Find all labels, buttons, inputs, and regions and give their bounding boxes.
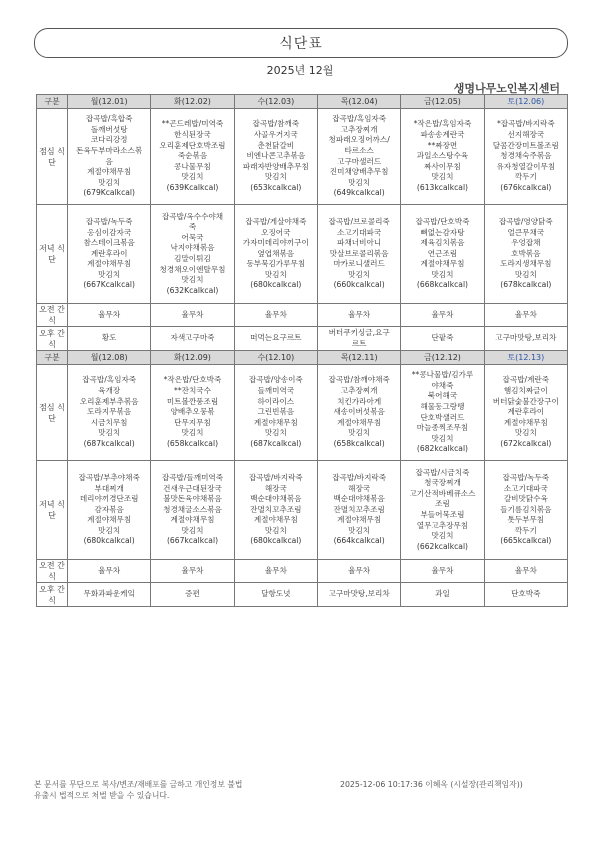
menu-item: 계절야채무침 [253, 515, 298, 525]
menu-cell [151, 205, 234, 304]
day-header: 화(12.09) [151, 351, 234, 365]
menu-item: 잡곡밥/참깨야채죽 [328, 375, 390, 385]
menu-cell [68, 560, 151, 583]
menu-item: 버터닭숯불간장구이 [492, 396, 559, 406]
menu-cell [484, 461, 567, 560]
day-header: 수(12.10) [234, 351, 317, 365]
menu-item: 맛김치 [98, 525, 121, 535]
meal-row [37, 583, 568, 607]
day-header: 금(12.12) [401, 351, 484, 365]
menu-cell [234, 205, 317, 304]
menu-cell [151, 304, 234, 327]
menu-item: 코다리강정 [90, 135, 128, 145]
menu-item: (667Kcalkcal) [83, 280, 135, 290]
menu-item: 맛김치 [431, 531, 454, 541]
menu-item: 율무차 [98, 565, 121, 575]
menu-item: 맛김치 [264, 428, 287, 438]
menu-item: 잡곡밥/흑임자죽 [82, 375, 137, 385]
menu-item: 맛김치 [181, 275, 204, 285]
menu-item: 잡곡밥/계란죽 [502, 375, 550, 385]
menu-cell [68, 461, 151, 560]
menu-item: 선지해장국 [507, 130, 545, 140]
menu-cell [234, 461, 317, 560]
meal-row [37, 327, 568, 351]
menu-item: 옹심이감자국 [87, 227, 132, 237]
menu-item: (664kcalkcal) [333, 536, 385, 546]
menu-item: 단호박죽 [511, 589, 541, 599]
menu-item: 청경채오이엔탈무침 [159, 264, 226, 274]
menu-item: (660kcalkcal) [333, 280, 385, 290]
page-subtitle: 2025년 12월 [266, 64, 334, 77]
menu-item: 과일소스탕수육 [416, 151, 469, 161]
menu-cell [234, 327, 317, 351]
menu-cell [68, 109, 151, 205]
meal-row-label: 저녁 식단 [37, 461, 68, 560]
menu-item: 연근조림 [427, 248, 458, 258]
menu-item: 소고기대파국 [337, 227, 382, 237]
menu-cell [317, 461, 400, 560]
menu-cell [401, 461, 484, 560]
menu-item: 계절야채무침 [253, 417, 298, 427]
menu-item: 잔멸치꼬추조림 [250, 504, 302, 514]
meal-row [37, 109, 568, 205]
column-label: 구분 [37, 95, 68, 109]
menu-item: 과일 [435, 589, 450, 599]
menu-item: 마카로니샐러드 [333, 259, 385, 269]
menu-item: 조림 [435, 499, 450, 509]
menu-item: 맛김치 [264, 525, 287, 535]
menu-item: 계절야채무침 [87, 259, 132, 269]
menu-cell [68, 365, 151, 461]
menu-item: 짜사이무침 [424, 161, 461, 171]
menu-item: 잡곡밥/흑합죽 [85, 114, 133, 124]
page-title-box [34, 28, 568, 58]
menu-item: *작은밥/단호박죽 [163, 375, 222, 385]
menu-cell [317, 304, 400, 327]
menu-item: 야채죽 [431, 380, 454, 390]
center-name: 생명나무노인복지센터 [453, 82, 560, 95]
menu-cell [484, 304, 567, 327]
menu-item: 해물동그랑땡 [420, 401, 465, 411]
meal-row [37, 365, 568, 461]
menu-cell [317, 365, 400, 461]
menu-item: 계절야채무침 [170, 515, 215, 525]
footer-notice-line: 본 문서를 무단으로 복사/변조/재배포를 금하고 개인정보 불법 [34, 780, 243, 789]
menu-item: 그린빈볶음 [257, 407, 295, 417]
menu-cell [234, 304, 317, 327]
menu-cell [317, 205, 400, 304]
menu-cell [401, 583, 484, 607]
menu-item: 잡곡밥/양송이죽 [248, 375, 303, 385]
day-header: 목(12.04) [317, 95, 400, 109]
meal-row [37, 205, 568, 304]
menu-item: 오리훈제부추볶음 [79, 396, 139, 406]
menu-item: 율무차 [181, 565, 204, 575]
meal-row-label: 오후 간식 [37, 327, 68, 351]
menu-item: 맛김치 [98, 269, 121, 279]
menu-item: 잡곡밥/영양닭죽 [498, 216, 553, 226]
menu-item: 맛김치 [514, 428, 537, 438]
menu-item: 율무차 [264, 565, 287, 575]
menu-item: (665kcalkcal) [500, 536, 552, 546]
menu-item: 율무차 [181, 309, 204, 319]
menu-cell [401, 205, 484, 304]
menu-item: 맛김치 [264, 172, 287, 182]
menu-cell [151, 327, 234, 351]
menu-cell [151, 560, 234, 583]
menu-item: 떠먹는요구르트 [250, 333, 302, 343]
menu-item: 들깨미역국 [257, 386, 295, 396]
menu-cell [484, 560, 567, 583]
menu-item: (653kcalkcal) [250, 182, 302, 192]
menu-item: 율무차 [264, 309, 287, 319]
menu-item: **짜장면 [427, 140, 458, 150]
menu-item: **잔치국수 [174, 386, 211, 396]
menu-item: 잡곡밥/들깨미역죽 [161, 472, 224, 482]
menu-item: 미트볼깐풍조림 [166, 396, 219, 406]
page-title: 식단표 [279, 36, 323, 52]
menu-cell [317, 327, 400, 351]
menu-cell [151, 109, 234, 205]
menu-item: 맛살브로콜리볶음 [329, 248, 389, 258]
day-header: 목(12.11) [317, 351, 400, 365]
menu-cell [401, 109, 484, 205]
day-header: 토(12.13) [484, 351, 567, 365]
menu-cell [234, 365, 317, 461]
menu-item: *잡곡밥/바지락죽 [496, 119, 555, 129]
menu-item: (678kcalkcal) [500, 280, 552, 290]
menu-item: 제육김치볶음 [420, 238, 465, 248]
menu-item: (649kcalkcal) [333, 188, 385, 198]
menu-item: 오리훈제단호박조림 [159, 140, 226, 150]
menu-item: 잡곡밥/게살야채죽 [245, 216, 307, 226]
menu-item: **곤드레밥/미역죽 [161, 119, 224, 129]
menu-item: 유자청열갈이무침 [496, 161, 556, 171]
menu-item: 잡곡밥/바지락죽 [332, 472, 387, 482]
menu-item: 부대찌개 [94, 483, 124, 493]
menu-cell [68, 583, 151, 607]
meal-row-label: 오전 간식 [37, 304, 68, 327]
menu-item: 도라지무볶음 [87, 407, 132, 417]
menu-item: 하이라이스 [257, 396, 295, 406]
menu-cell [317, 583, 400, 607]
menu-item: 르트 [351, 338, 367, 348]
footer-notice [34, 779, 242, 801]
day-header: 금(12.05) [401, 95, 484, 109]
menu-item: 단팥죽 [431, 333, 454, 343]
menu-item: 깍두기 [514, 172, 537, 182]
menu-cell [401, 365, 484, 461]
menu-item: 양배추오뭉볶 [170, 407, 215, 417]
menu-item: (687kcalkcal) [250, 438, 302, 448]
menu-item: 파채너비아니 [337, 238, 382, 248]
menu-table-body [37, 95, 568, 607]
menu-item: 진미채양배추무침 [329, 167, 389, 177]
menu-item: 죽순볶음 [177, 151, 208, 161]
menu-item: 불맛돈육야채볶음 [163, 494, 222, 504]
menu-item: 백순대야채볶음 [333, 494, 385, 504]
menu-item: (676kcalkcal) [500, 182, 552, 192]
menu-item: 계란후라이 [90, 248, 128, 258]
meal-row [37, 560, 568, 583]
menu-item: 해장국 [348, 483, 371, 493]
menu-item: 김말이튀김 [174, 254, 211, 263]
menu-table [36, 94, 568, 607]
menu-item: 열무고추장무침 [416, 520, 469, 530]
menu-item: 맛김치 [181, 428, 204, 438]
menu-item: 시금치무침 [90, 417, 128, 427]
menu-item: 율무차 [514, 309, 537, 319]
menu-item: 잡곡밥/시금치죽 [415, 467, 470, 477]
menu-item: (639Kcalkcal) [166, 182, 219, 192]
menu-item: 버터쿠키싱글,요구 [328, 327, 390, 337]
menu-item: 계절야채무침 [337, 417, 382, 427]
menu-item: 황도 [101, 333, 117, 343]
menu-item: 잡곡밥/흑임자죽 [332, 114, 387, 124]
menu-item: 잡곡밥/바지락죽 [248, 472, 303, 482]
menu-item: (682kcalkcal) [416, 444, 469, 454]
menu-cell [317, 109, 400, 205]
menu-item: 비엔나콘고추볶음 [246, 151, 306, 161]
menu-item: 율무차 [348, 309, 371, 319]
menu-item: 계절야채무침 [87, 167, 132, 177]
menu-cell [151, 583, 234, 607]
menu-item: 타르소스 [344, 145, 374, 155]
menu-item: 계절야채무침 [87, 515, 132, 525]
menu-item: 낙지야채볶음 [170, 243, 215, 253]
meal-row-label: 저녁 식단 [37, 205, 68, 304]
menu-item: 맛김치 [181, 525, 204, 535]
menu-item: 맛김치 [181, 172, 204, 182]
menu-item: 새송이버섯볶음 [333, 407, 385, 417]
day-header: 화(12.02) [151, 95, 234, 109]
menu-item: 맛김치 [514, 269, 537, 279]
menu-item: 고구마맛탕,보리차 [328, 589, 390, 599]
day-header: 월(12.01) [68, 95, 151, 109]
menu-item: 맛김치 [431, 172, 454, 182]
menu-cell [234, 583, 317, 607]
menu-item: 어묵국 [181, 232, 204, 242]
menu-item: 들기름김치볶음 [500, 504, 552, 514]
menu-item: *작은밥/흑임자죽 [413, 119, 472, 129]
menu-item: 청경채굴소스볶음 [163, 504, 222, 514]
menu-item: 한식된장국 [174, 130, 211, 140]
menu-item: 옆엽채볶음 [257, 248, 295, 258]
menu-item: 음 [105, 156, 113, 166]
menu-item: 콩나물무침 [174, 161, 211, 171]
menu-item: 감자볶음 [94, 504, 124, 514]
menu-cell [401, 327, 484, 351]
menu-item: 잡곡밥/부추야채죽 [78, 472, 140, 482]
menu-item: 단호박샐러드 [420, 412, 465, 422]
menu-item: 달콤간장미트볼조림 [492, 140, 559, 150]
menu-cell [151, 365, 234, 461]
menu-item: (672kcalkcal) [500, 438, 552, 448]
menu-item: 청경채숙주볶음 [500, 151, 552, 161]
menu-item: 깍두기 [514, 525, 537, 535]
menu-item: 건새우근대된장국 [163, 483, 222, 493]
menu-item: 햄김치짜글이 [503, 386, 548, 396]
menu-cell [484, 109, 567, 205]
menu-cell [401, 304, 484, 327]
day-header: 수(12.03) [234, 95, 317, 109]
menu-item: 율무차 [431, 309, 454, 319]
menu-item: 맛김치 [431, 269, 454, 279]
menu-item: (632Kcalkcal) [166, 285, 219, 295]
menu-item: (658kcalkcal) [333, 438, 385, 448]
menu-item: 자색고구마죽 [170, 333, 215, 343]
menu-item: 북어해국 [427, 391, 458, 401]
menu-item: 소고기대파국 [503, 483, 548, 493]
menu-item: 잡곡밥/참깨죽 [252, 119, 300, 129]
menu-item: 맛김치 [98, 177, 121, 187]
menu-item: 고기산적바베큐소스 [409, 488, 476, 498]
menu-item: 뼈없는감자탕 [420, 227, 465, 237]
menu-item: 잔멸치꼬추조림 [333, 504, 385, 514]
menu-cell [484, 327, 567, 351]
menu-item: 동부묵김가루무침 [246, 259, 306, 269]
menu-item: (613kcalkcal) [416, 182, 469, 192]
menu-item: 율무차 [98, 309, 121, 319]
menu-item: 마늘종찍조무침 [416, 423, 469, 433]
menu-cell [484, 205, 567, 304]
menu-item: 춘천닭갈비 [257, 140, 295, 150]
menu-item: 증편 [185, 589, 200, 599]
meal-row [37, 304, 568, 327]
menu-item: 고구마샐러드 [337, 156, 382, 166]
menu-item: 잡곡밥/옥수수야채 [161, 211, 224, 221]
menu-item: 잡곡밥/단호박죽 [415, 216, 470, 226]
menu-cell [68, 327, 151, 351]
menu-item: 맛김치 [348, 269, 371, 279]
meal-row-label: 점심 식단 [37, 365, 68, 461]
menu-item: 고구마맛탕,보리차 [495, 333, 557, 343]
menu-item: 파래자반양배추무침 [242, 161, 309, 171]
menu-item: 호박볶음 [511, 248, 541, 258]
menu-item: 오징어국 [261, 227, 291, 237]
menu-item: 율무차 [514, 565, 537, 575]
menu-item: 육개장 [98, 386, 121, 396]
menu-item: 해장국 [264, 483, 287, 493]
menu-item: 단무지무침 [174, 417, 211, 427]
menu-cell [234, 109, 317, 205]
menu-item: 톳두부무침 [507, 515, 545, 525]
menu-item: 돌깨버섯탕 [90, 124, 128, 134]
menu-item: 잡곡밥/녹두죽 [502, 472, 550, 482]
week-header-row [37, 95, 568, 109]
menu-item: 율무차 [431, 565, 454, 575]
meal-row [37, 461, 568, 560]
menu-item: 맛김치 [348, 525, 371, 535]
menu-item: 부들어묵조림 [420, 510, 465, 519]
menu-item: 맛김치 [348, 177, 371, 187]
menu-item: 율무차 [348, 565, 371, 575]
menu-item: 고추장찌개 [340, 124, 378, 134]
meal-row-label: 오후 간식 [37, 583, 68, 607]
menu-item: 맛김치 [98, 428, 121, 438]
meal-row-label: 점심 식단 [37, 109, 68, 205]
menu-item: (680kcalkcal) [250, 536, 302, 546]
menu-item: 갈비맛닭수육 [503, 494, 548, 504]
menu-cell [234, 560, 317, 583]
menu-item: (680kcalkcal) [83, 536, 135, 546]
menu-item: 달항도넛 [261, 589, 291, 599]
menu-item: (658kcalkcal) [166, 438, 219, 448]
menu-item: (662kcalkcal) [416, 541, 469, 551]
menu-item: (667kcalkcal) [166, 536, 219, 546]
menu-item: (680kcalkcal) [250, 280, 302, 290]
footer-timestamp: 2025-12-06 10:17:36 이혜옥 (시설장(관리책임자)) [340, 780, 523, 789]
menu-item: 우엉잡채 [511, 238, 541, 248]
menu-item: 계절야채무침 [337, 515, 382, 525]
menu-item: 계절야채무침 [503, 417, 548, 427]
menu-item: 데리야끼경단조림 [79, 494, 139, 504]
menu-item: 사골우거지국 [253, 130, 298, 140]
menu-item: 맛김치 [431, 433, 454, 443]
menu-item: 계란후라이 [507, 407, 545, 417]
menu-item: **콩나물밥/김가루 [411, 370, 474, 380]
menu-item: (668kcalkcal) [416, 280, 469, 290]
menu-item: 청국장찌개 [424, 478, 461, 488]
menu-item: 가자미데리야끼구이 [242, 238, 309, 248]
menu-item: 맛김치 [264, 269, 287, 279]
menu-item: 무화과파운케잌 [83, 589, 135, 599]
menu-item: 백순대야채볶음 [250, 494, 302, 504]
menu-cell [151, 461, 234, 560]
menu-item: 도라지생채무침 [500, 259, 552, 269]
menu-cell [401, 560, 484, 583]
menu-cell [317, 560, 400, 583]
menu-item: 계절야채무침 [420, 259, 465, 269]
footer-notice-line: 유출시 법적으로 처벌 받을 수 있습니다. [34, 791, 170, 800]
menu-item: 맛김치 [348, 428, 371, 438]
menu-item: 잡곡밥/녹두죽 [85, 216, 133, 226]
menu-cell [484, 583, 567, 607]
menu-item: 고추장찌개 [340, 386, 378, 396]
menu-item: 참스테이크볶음 [83, 238, 135, 248]
menu-cell [68, 304, 151, 327]
menu-item: (687kcalkcal) [83, 438, 135, 448]
menu-cell [68, 205, 151, 304]
week-header-row [37, 351, 568, 365]
menu-item: 청파래오징어까스/ [328, 135, 390, 145]
column-label: 구분 [37, 351, 68, 365]
menu-item: 죽 [188, 222, 197, 232]
day-header: 토(12.06) [484, 95, 567, 109]
menu-item: 파송송계란국 [420, 130, 465, 140]
menu-item: 치킨가라아게 [337, 396, 382, 406]
menu-cell [484, 365, 567, 461]
menu-item: 돈육두부마라소스볶 [76, 145, 143, 155]
menu-item: (679Kcalkcal) [83, 188, 135, 198]
menu-item: 얼큰무채국 [507, 227, 545, 237]
day-header: 월(12.08) [68, 351, 151, 365]
menu-item: 잡곡밥/브로콜리죽 [328, 216, 390, 226]
meal-row-label: 오전 간식 [37, 560, 68, 583]
